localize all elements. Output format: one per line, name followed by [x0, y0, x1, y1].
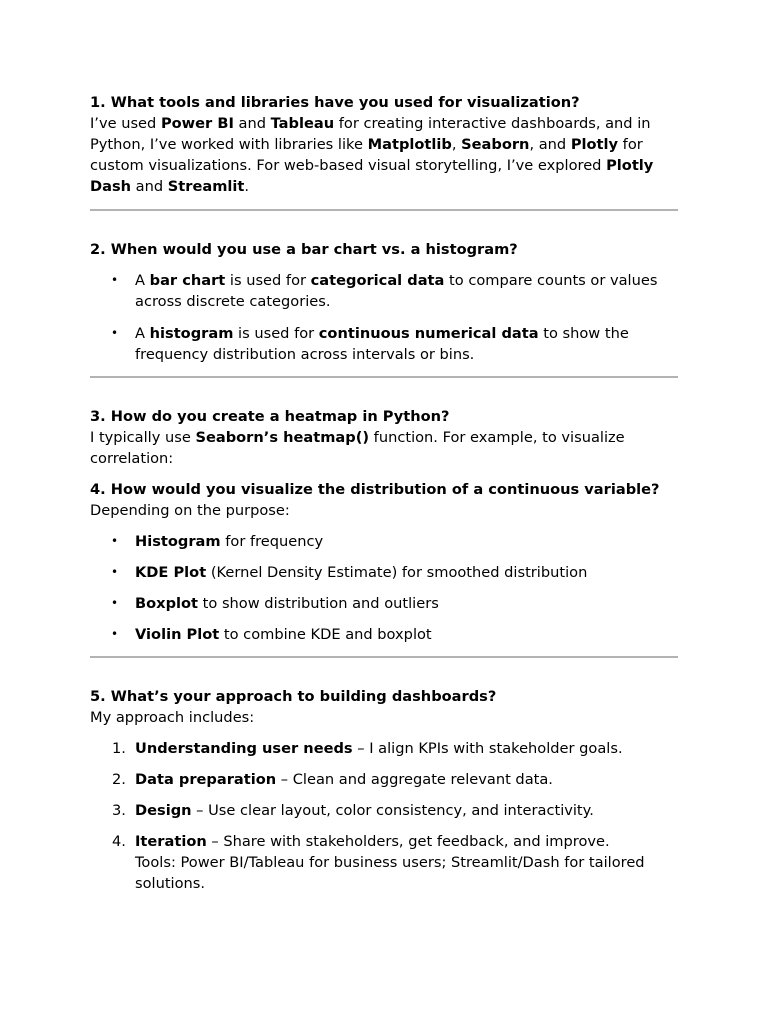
list-item-text: A bar chart is used for categorical data to compare counts or values across discrete categories.	[135, 272, 658, 310]
list-item-text: Histogram for frequency	[135, 533, 324, 550]
list-item	[90, 769, 678, 790]
list-item	[90, 624, 678, 645]
question-1-title: 1. What tools and libraries have you used for visualization?	[90, 94, 580, 111]
bullet-icon: •	[111, 565, 119, 579]
list-item-text: KDE Plot (Kernel Density Estimate) for smoothed distribution	[135, 564, 588, 581]
question-5-section	[90, 686, 678, 894]
list-item-text: A histogram is used for continuous numerical data to show the frequency distribution across intervals or bins.	[135, 325, 629, 363]
question-4-title: 4. How would you visualize the distribution of a continuous variable?	[90, 481, 660, 498]
question-5-intro: My approach includes:	[90, 709, 255, 726]
tools-note: Tools: Power BI/Tableau for business users; Streamlit/Dash for tailored solutions.	[135, 854, 645, 892]
bullet-icon: •	[111, 273, 119, 287]
list-number: 2.	[112, 771, 126, 788]
list-item-text: Understanding user needs – I align KPIs with stakeholder goals.	[135, 740, 623, 757]
list-item	[90, 562, 678, 583]
list-item	[90, 831, 678, 894]
bullet-icon: •	[111, 534, 119, 548]
question-3-answer: I typically use Seaborn’s heatmap() function. For example, to visualize correlation:	[90, 429, 625, 467]
question-2-title: 2. When would you use a bar chart vs. a histogram?	[90, 241, 518, 258]
question-2-bullet-list	[90, 270, 678, 365]
question-3-title: 3. How do you create a heatmap in Python?	[90, 408, 450, 425]
list-item	[90, 738, 678, 759]
question-4-section	[90, 479, 678, 645]
bullet-icon: •	[111, 596, 119, 610]
bullet-icon: •	[111, 627, 119, 641]
list-item	[90, 593, 678, 614]
list-item-text: Violin Plot to combine KDE and boxplot	[135, 626, 432, 643]
list-item-text: Design – Use clear layout, color consistency, and interactivity.	[135, 802, 594, 819]
question-2-section	[90, 239, 678, 365]
list-item	[90, 323, 678, 365]
list-item	[90, 531, 678, 552]
question-3-section	[90, 406, 678, 469]
list-item	[90, 270, 678, 312]
list-item	[90, 800, 678, 821]
question-4-bullet-list	[90, 531, 678, 645]
list-item-text: Data preparation – Clean and aggregate relevant data.	[135, 771, 553, 788]
question-5-numbered-list	[90, 738, 678, 894]
question-4-intro: Depending on the purpose:	[90, 502, 290, 519]
question-5-title: 5. What’s your approach to building dashboards?	[90, 688, 497, 705]
list-item-text: Boxplot to show distribution and outliers	[135, 595, 439, 612]
list-number: 3.	[112, 802, 126, 819]
list-item-text: Iteration – Share with stakeholders, get feedback, and improve.	[135, 833, 610, 850]
list-number: 4.	[112, 833, 126, 850]
bullet-icon: •	[111, 326, 119, 340]
list-number: 1.	[112, 740, 126, 757]
question-1-section	[90, 92, 678, 197]
question-1-answer: I’ve used Power BI and Tableau for creating interactive dashboards, and in Python, I’ve worked with libraries like Matplotlib, Seaborn, and Plotly for custom visualizations. For web-based visual storytelling, I’ve explored Plotly Dash and Streamlit.	[90, 115, 654, 195]
